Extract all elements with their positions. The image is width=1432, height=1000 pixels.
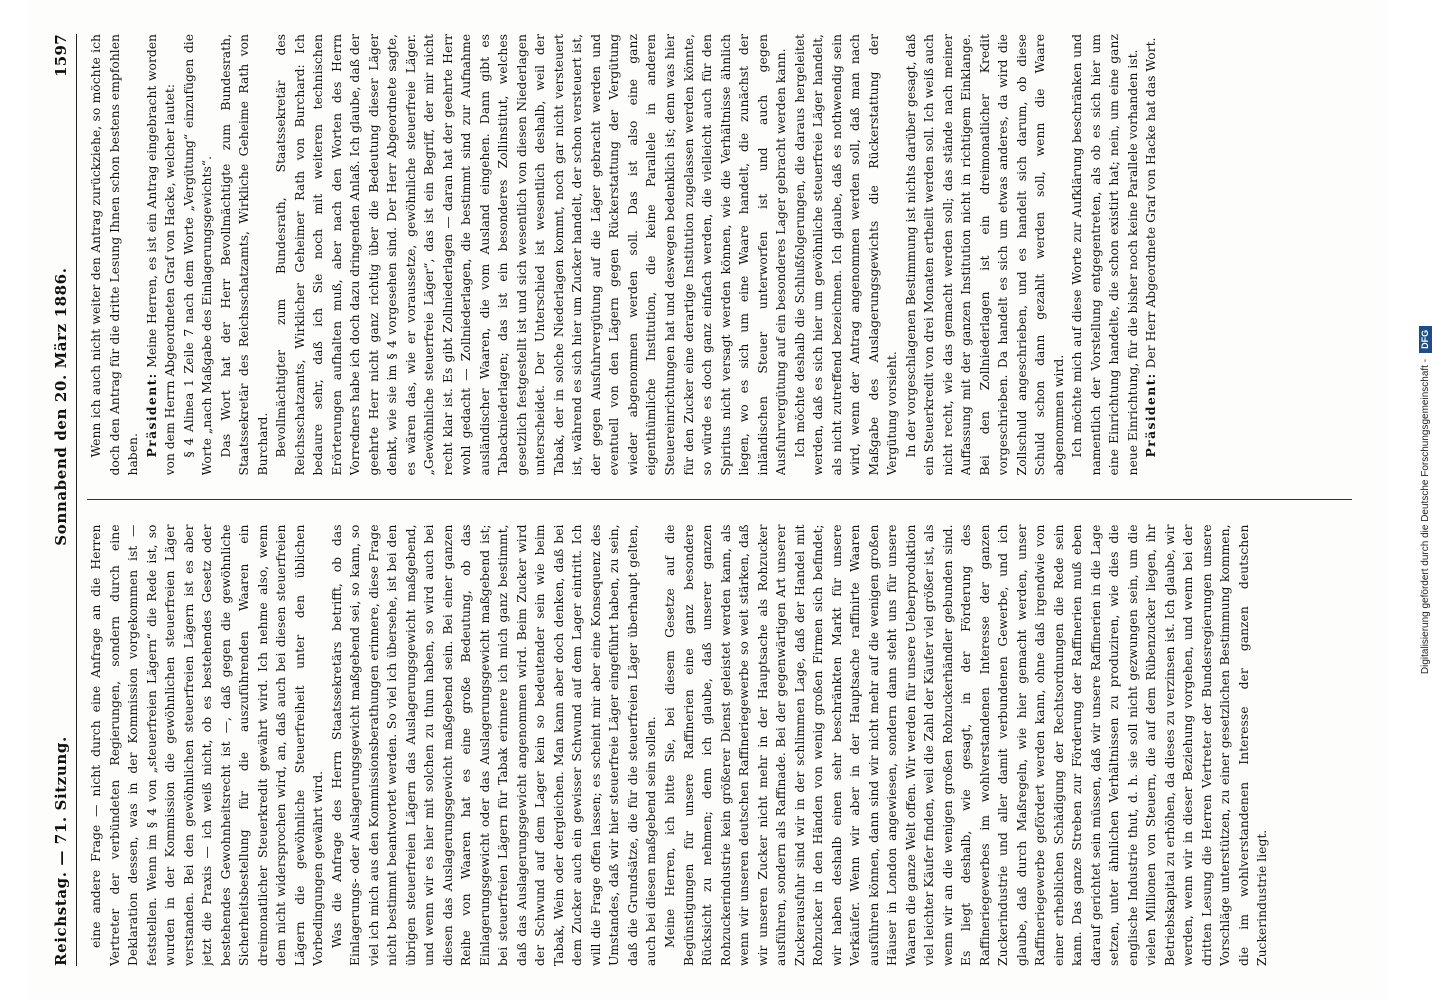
credit-text: Digitalisierung gefördert durch die Deutsche Forschungsgemeinschaft - (1419, 358, 1431, 675)
text-columns (87, 34, 1352, 966)
speaker-label: Präsident: (1143, 372, 1159, 458)
paragraph: Ich möchte mich auf diese Worte zur Aufklärung beschränken und namentlich der Vorstellung entgegentreten, als ob es sich hier um eine Einrichtung handelte, die schon existirt hat; nein, um eine ganz neue Einrichtung, für die bisher noch keine Parallele vorhanden ist. (1070, 34, 1140, 476)
paragraph: Präsident: Der Herr Abgeordnete Graf von Hacke hat das Wort. (1143, 37, 1159, 458)
scanned-page (28, 0, 1388, 1000)
paragraph: Bevollmächtigter zum Bundesrath, Staatssekretär des Reichsschatzamts, Wirklicher Geheimer Rath von Burchard: Ich bedaure sehr, daß ich Sie noch mit weiteren technischen Erörterungen aufhalten muß, aber nach den Worten des Herrn Vorredners habe ich doch dazu dringenden Anlaß. Ich glaube, daß der geehrte Herr nicht ganz richtig über die Bedeutung dieser Läger denkt, wie sie im § 4 vorgesehen sind. Der Herr Abgeordnete sagte, es wären das, wie er voraussetze, gewöhnliche steuerfreie Läger. „Gewöhnliche steuerfreie Läger“, das ist ein Begriff, der mir nicht recht klar ist. Es gibt Zollniederlagen — daran hat der geehrte Herr wohl gedacht — Zollniederlagen, die bestimmt sind zur Aufnahme ausländischer Waaren, die vom Ausland eingehen. Dann gibt es Tabackniederlagen; das ist ein besonderes Zollinstitut, welches gesetzlich festgestellt ist und sich wesentlich von diesen Niederlagen unterscheidet. Der Unterschied ist wesentlich deshalb, weil der Tabak, der in solche Niederlagen kommt, noch gar nicht versteuert ist, während es sich hier um Zucker handelt, der schon versteuert ist, der gegen Ausfuhrvergütung auf die Läger gebracht werden und eventuell von den Lägern gegen Rückerstattung der Vergütung wieder abgenommen werden soll. Das ist also eine ganz eigenthümliche Institution, die keine Parallele in anderen Steuereinrichtungen hat und deswegen bedenklich ist; denn was hier für den Zucker eine derartige Institution zugelassen werden könnte, so würde es doch ganz einfach werden, die vielleicht auch für den Spiritus nicht versagt werden können, wie die Verhältnisse ähnlich liegen, wo es sich um eine Waare handelt, die zunächst der inländischen Steuer unterworfen ist und auch gegen Ausfuhrvergütung auf ein besonderes Lager gebracht werden kann. (274, 34, 789, 476)
paragraph: Das Wort hat der Herr Bevollmächtigte zum Bundesrath, Staatssekretär des Reichsschatzamts, Wirkliche Geheime Rath von Burchard. (218, 34, 270, 476)
paragraph: Was die Anfrage des Herrn Staatssekretärs betrifft, ob das Einlagerungs- oder Auslagerungsgewicht maßgebend sei, so kann, so viel ich mich aus den Kommissionsberathungen erinnere, diese Frage nicht bestimmt beantwortet werden. So viel ich übersehe, ist bei den übrigen steuerfreien Lägern das Auslagerungsgewicht maßgebend, und wenn wir es hier mit solchen zu thun haben, so wird auch bei diesen das Auslagerungsgewicht maßgebend sein. Bei einer ganzen Reihe von Waaren hat es eine große Bedeutung, ob das Einlagerungsgewicht oder das Auslagerungsgewicht maßgebend ist; bei steuerfreien Lägern für Tabak erinnere ich mich ganz bestimmt, daß das Auslagerungsgewicht angenommen wird. Beim Zucker wird der Schwund auf dem Lager kein so bedeutender sein wie beim Tabak, Wein oder dergleichen. Man kann aber doch denken, daß bei dem Zucker auch ein gewisser Schwund auf dem Lager eintritt. Ich will die Frage offen lassen; es scheint mir aber eine Konsequenz des Umstandes, daß wir hier steuerfreie Läger eingeführt haben, zu sein, daß die Grundsätze, die für die steuerfreien Läger überhaupt gelten, auch bei diesen maßgebend sein sollen. (329, 524, 659, 966)
right-column (87, 34, 1352, 476)
column-divider (87, 500, 1352, 501)
paragraph: Ich möchte deshalb die Schlußfolgerungen, die daraus hergeleitet werden, daß es sich hier um gewöhnliche steuerfreie Läger handelt, als nicht zutreffend bezeichnen. Ich glaube, daß es nothwendig sein wird, wenn der Antrag angenommen werden soll, daß man nach Maßgabe des Auslagerungsgewichts die Rückerstattung der Vergütung vorsieht. (792, 34, 900, 476)
paragraph: Meine Herren, ich bitte Sie, bei diesem Gesetze auf die Begünstigungen für unsere Raffinerien eine ganz besondere Rücksicht zu nehmen; denn ich glaube, daß unserer ganzen Rohzuckerindustrie kein größerer Dienst geleistet werden kann, als wenn wir unseren deutschen Raffineriegewerbe so weit stärken, daß wir unseren Zucker nicht mehr in der Hauptsache als Rohzucker ausführen, sondern als Raffinade. Bei der gegenwärtigen Art unserer Zuckerausfuhr sind wir in der schlimmen Lage, daß der Handel mit Rohzucker in den Händen von wenig großen Firmen sich befindet; wir haben deshalb einen sehr beschränkten Markt für unsere Verkäufer. Wenn wir aber in der Hauptsache raffinirte Waaren ausführen können, dann sind wir nicht mehr auf die wenigen großen Häuser in London angewiesen, sondern dann steht uns für unsere Waaren die ganze Welt offen. Wir werden für unsere Ueberproduktion viel leichter Käufer finden, weil die Zahl der Käufer viel größer ist, als wenn wir an die wenigen großen Rohzuckerhändler gebunden sind. Es liegt deshalb, wie gesagt, in der Förderung des Raffineriegewerbes im wohlverstandenen Interesse der ganzen Zuckerindustrie und aller damit verbundenen Gewerbe, und ich glaube, daß durch Maßregeln, wie hier gemacht werden, unser Raffineriegewerbe gefördert werden kann, ohne daß irgendwie von einer erheblichen Schädigung der Rechtsordnungen die Rede sein kann. Das ganze Streben zur Förderung der Raffinerien muß eben darauf gerichtet sein müssen, daß wir unsere Raffinerien in die Lage setzen, unter ähnlichen Verhältnissen zu produziren, wie dies die englische Industrie thut, d. h. sie soll nicht gezwungen sein, um die vielen Millionen von Steuern, die auf dem Rübenzucker liegen, ihr Betriebskapital zu erhöhen, da dieses zu verzinsen ist. Ich glaube, wir werden, wenn wir in dieser Beziehung vorgehen, und wenn bei der dritten Lesung die Herren Vertreter der Bundesregierungen unsere Vorschläge unterstützen, zu einer gesetzlichen Bestimmung kommen, die im wohlverstandenen Interesse der ganzen deutschen Zuckerindustrie liegt. (662, 524, 1270, 966)
header-left: Reichstag. — 71. Sitzung. (52, 736, 70, 966)
speaker-label: Präsident: (143, 372, 159, 458)
dfg-logo: DFG (1419, 326, 1432, 353)
paragraph: Wenn ich auch nicht weiter den Antrag zurückziehe, so möchte ich doch den Antrag für die dritte Lesung Ihnen schon bestens empfohlen haben. (89, 34, 141, 476)
paragraph: eine andere Frage — nicht durch eine Anfrage an die Herren Vertreter der verbündeten Regierungen, sondern durch eine Deklaration dessen, was in der Kommission vorgekommen ist — feststellen. Wenn im § 4 von „steuerfreien Lägern“ die Rede ist, so wurden in der Kommission die gewöhnlichen steuerfreien Läger verstanden. Bei den gewöhnlichen steuerfreien Lägern ist es aber jetzt die Praxis — ich weiß nicht, ob es bestehendes Gesetz oder bestehendes Gewohnheitsrecht ist —, daß gegen die gewöhnliche Sicherheitsbestellung für die auszuführenden Waaren ein dreimonatlicher Steuerkredit gewährt wird. Ich nehme also, wenn dem nicht widersprochen wird, an, daß auch bei diesen steuerfreien Lägern die gewöhnliche Steuerfreiheit unter den üblichen Vorbedingungen gewährt wird. (89, 524, 326, 966)
credit-strip (1404, 0, 1432, 1000)
page-number: 1597 (52, 34, 70, 77)
header-center: Sonnabend den 20. März 1886. (52, 267, 70, 546)
paragraph: Präsident: Meine Herren, es ist ein Antrag eingebracht worden von dem Herrn Abgeordneten Graf von Hacke, welcher lautet: (143, 34, 178, 476)
left-column (87, 525, 1352, 967)
page-header (52, 34, 77, 966)
paragraph: § 4 Alinea 1 Zeile 7 nach dem Worte „Vergütung“ einzufügen die Worte „nach Maßgabe des Einlagerungsgewichts“. (181, 34, 215, 476)
paragraph: In der vorgeschlagenen Bestimmung ist nichts darüber gesagt, daß ein Steuerkredit von drei Monaten ertheilt werden soll. Ich weiß auch nicht recht, wie das gemacht werden soll; das stände nach meiner Auffassung mit der ganzen Institution nicht in richtigem Einklange. Bei den Zollniederlagen ist ein dreimonatlicher Kredit vorgeschrieben. Da handelt es sich um etwas anderes, da wird die Zollschuld angeschrieben, und es handelt sich darum, ob diese Schuld schon dann gezahlt werden soll, wenn die Waare abgenommen wird. (903, 34, 1066, 476)
